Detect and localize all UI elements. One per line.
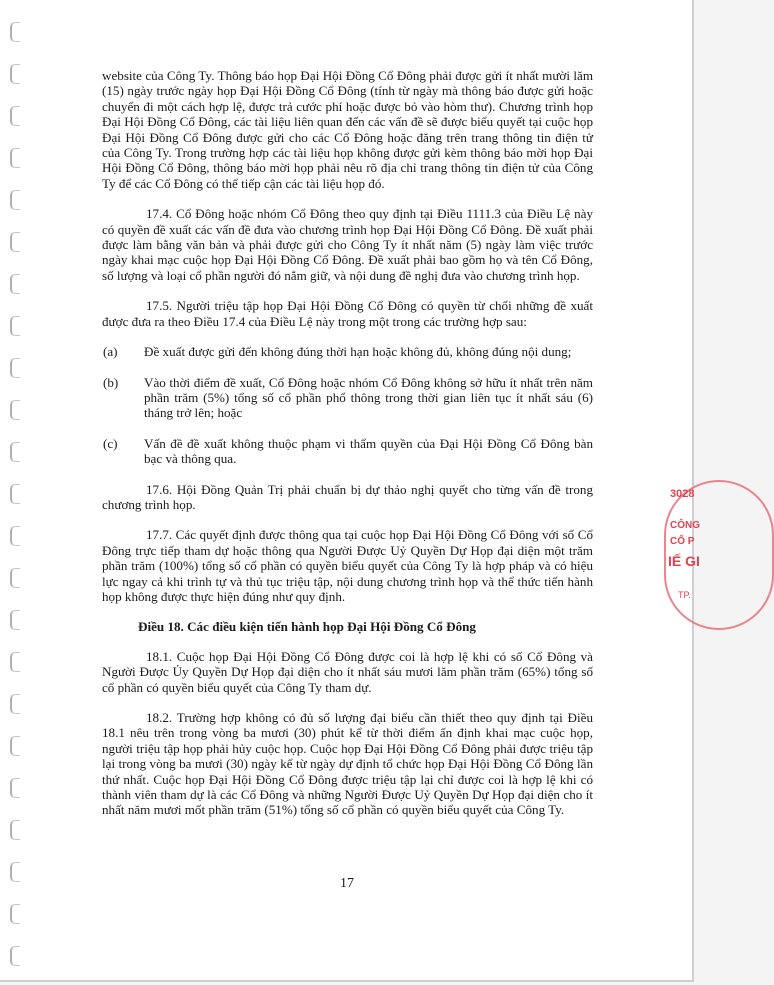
binding-hole xyxy=(10,946,20,966)
binding-hole xyxy=(10,652,20,672)
binding-hole xyxy=(10,106,20,126)
page-number: 17 xyxy=(340,876,354,891)
binding-hole xyxy=(10,736,20,756)
document-body xyxy=(102,68,593,833)
binding-hole xyxy=(10,274,20,294)
list-marker: (a) xyxy=(103,344,118,360)
list-item-text: Đề xuất được gửi đến không đúng thời hạn hoặc không đủ, không đúng nội dung; xyxy=(144,344,572,360)
binding-hole xyxy=(10,190,20,210)
paragraph-17-6: 17.6. Hội Đồng Quản Trị phải chuẩn bị dự thảo nghị quyết cho từng vấn đề trong chương trình họp. xyxy=(102,481,593,512)
binding-hole xyxy=(10,148,20,168)
paragraph-17-5: 17.5. Người triệu tập họp Đại Hội Đồng Cổ Đông có quyền từ chối những đề xuất được đưa ra theo Điều 17.4 của Điều Lệ này trong một trong các trường hợp sau: xyxy=(102,298,593,329)
company-seal-stamp xyxy=(664,480,724,630)
paragraph-18-1: 18.1. Cuộc họp Đại Hội Đồng Cổ Đông được coi là hợp lệ khi có số Cổ Đông và Người Được Ủy Quyền Dự Họp đại diện cho ít nhất sáu mươi lăm phần trăm (65%) tổng số cổ phần có quyền biểu quyết của Công Ty tham dự. xyxy=(102,648,593,695)
list-item-b xyxy=(102,375,593,421)
binding-hole xyxy=(10,820,20,840)
binding-hole xyxy=(10,904,20,924)
binding-hole xyxy=(10,316,20,336)
stamp-text-line: CỔ P xyxy=(670,536,695,547)
binding-hole xyxy=(10,358,20,378)
binding-hole xyxy=(10,778,20,798)
binding-hole xyxy=(10,64,20,84)
list-item-text: Vào thời điểm đề xuất, Cổ Đông hoặc nhóm Cổ Đông không sở hữu ít nhất trên năm phần trăm (5%) tổng số cổ phần phổ thông trong thời gian liên tục ít nhất sáu (6) tháng trở lên; hoặc xyxy=(144,374,593,421)
list-marker: (c) xyxy=(103,435,118,451)
paragraph-continuation: website của Công Ty. Thông báo họp Đại Hội Đồng Cổ Đông phải được gửi ít nhất mười lăm (15) ngày trước ngày họp Đại Hội Đồng Cổ Đông (tính từ ngày mà thông báo được gửi hoặc chuyển đi một cách hợp lệ, được trả cước phí hoặc được bỏ vào hòm thư). Chương trình họp Đại Hội Đồng Cổ Đông, các tài liệu liên quan đến các vấn đề sẽ được biểu quyết tại cuộc họp Đại Hội Đồng Cổ Đông được gửi cho các Cổ Đông hoặc đăng trên trang thông tin điện tử của Công Ty. Trong trường hợp các tài liệu họp không được gửi kèm thông báo mời họp Đại Hội Đồng Cổ Đông, thông báo mời họp phải nêu rõ địa chỉ trang thông tin điện tử của Công Ty để các Cổ Đông có thể tiếp cận các tài liệu họp đó. xyxy=(102,68,593,191)
paragraph-17-7: 17.7. Các quyết định được thông qua tại cuộc họp Đại Hội Đồng Cổ Đông với số Cổ Đông trực tiếp tham dự hoặc thông qua Người Được Uỷ Quyền Dự Họp đại diện một trăm phần trăm (100%) tổng số cổ phần có quyền biểu quyết của Công Ty là hợp pháp và có hiệu lực ngay cả khi trình tự và thủ tục triệu tập, nội dung chương trình họp và thể thức tiến hành họp không được thực hiện đúng như quy định. xyxy=(102,527,593,604)
paragraph-17-4: 17.4. Cổ Đông hoặc nhóm Cổ Đông theo quy định tại Điều 1111.3 của Điều Lệ này có quyền đề xuất các vấn đề đưa vào chương trình họp Đại Hội Đồng Cổ Đông. Đề xuất phải được làm bằng văn bản và phải được gửi cho Công Ty ít nhất năm (5) ngày làm việc trước ngày khai mạc cuộc họp Đại Hội Đồng Cổ Đông. Đề xuất phải bao gồm họ và tên Cổ Đông, số lượng và loại cổ phần người đó nắm giữ, và nội dung đề nghị đưa vào chương trình họp. xyxy=(102,206,593,283)
binding-hole xyxy=(10,526,20,546)
binding-hole xyxy=(10,568,20,588)
article-18-heading: Điều 18. Các điều kiện tiến hành họp Đại Hội Đồng Cổ Đông xyxy=(138,619,476,635)
binding-hole xyxy=(10,694,20,714)
list-item-text: Vấn đề đề xuất không thuộc phạm vi thẩm quyền của Đại Hội Đồng Cổ Đông bàn bạc và thông qua. xyxy=(144,435,593,467)
binding-hole xyxy=(10,22,20,42)
binding-hole xyxy=(10,484,20,504)
list-item-c xyxy=(102,436,593,467)
stamp-text-line: 3028 xyxy=(670,488,695,500)
stamp-text-line: TP. xyxy=(678,590,691,600)
binding-hole xyxy=(10,610,20,630)
list-17-5 xyxy=(102,344,593,466)
stamp-text-line: IẾ GI xyxy=(668,553,700,569)
binding-hole xyxy=(10,400,20,420)
list-item-a xyxy=(102,344,593,359)
binding-hole xyxy=(10,232,20,252)
list-marker: (b) xyxy=(103,374,119,390)
stamp-text-line: CÔNG xyxy=(670,520,700,531)
binding-hole xyxy=(10,442,20,462)
paragraph-18-2: 18.2. Trường hợp không có đủ số lượng đại biểu cần thiết theo quy định tại Điều 18.1 nêu trên trong vòng ba mươi (30) phút kể từ thời điểm ấn định khai mạc cuộc họp, người triệu tập họp phải hủy cuộc họp. Cuộc họp Đại Hội Đồng Cổ Đông phải được triệu tập lại trong vòng ba mươi (30) ngày kể từ ngày dự định tổ chức họp Đại Hội Đồng Cổ Đông lần thứ nhất. Cuộc họp Đại Hội Đồng Cổ Đông được triệu tập lại chỉ được coi là hợp lệ khi có thành viên tham dự là các Cổ Đông và những Người Được Uỷ Quyền Dự Họp đại diện cho ít nhất năm mươi mốt phần trăm (51%) tổng số cổ phần có quyền biểu quyết của Công Ty. xyxy=(102,710,593,818)
